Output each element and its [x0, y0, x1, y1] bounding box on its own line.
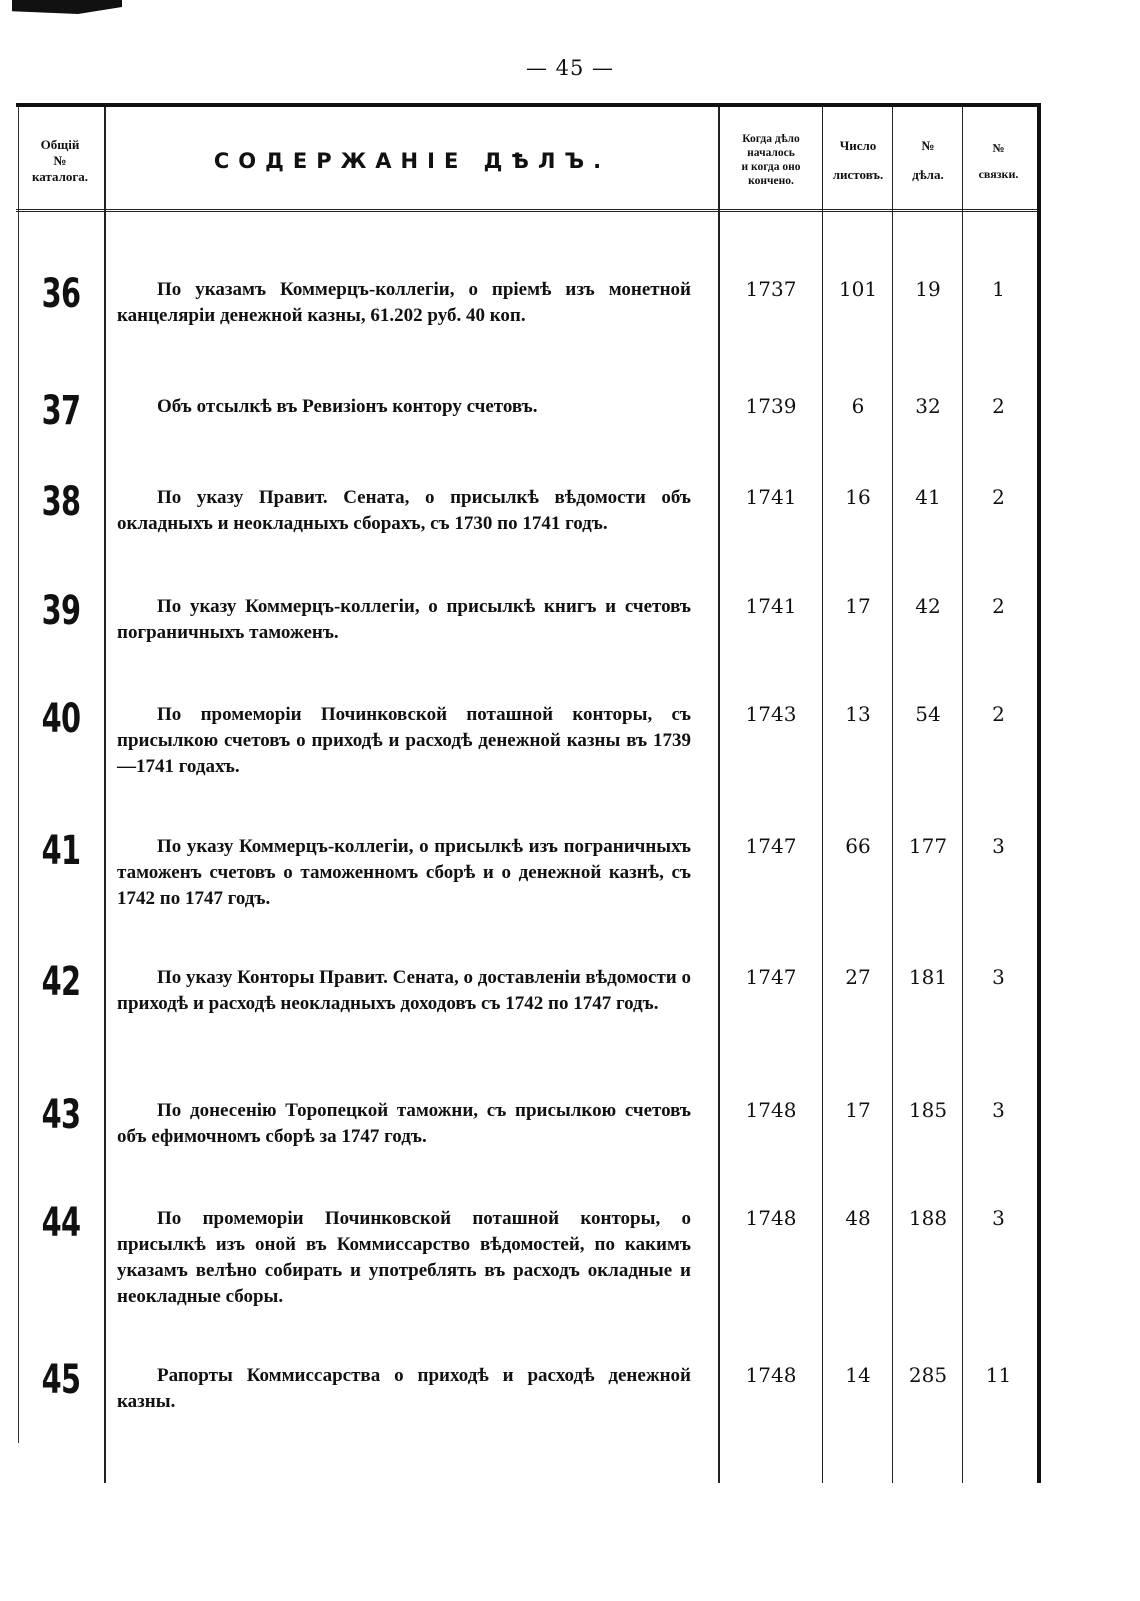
bundle-number: 3	[992, 834, 1005, 858]
catalog-number: 43	[41, 1092, 81, 1138]
case-description: По указу Правит. Сената, о присылкѣ вѣдомости объ окладныхъ и неокладныхъ сборахъ, съ 1730 по 1741 годъ.	[117, 487, 691, 534]
bundle-number: 2	[992, 485, 1005, 509]
sheet-count: 6	[851, 394, 865, 418]
bundle-number: 2	[992, 594, 1005, 618]
header-bundle-number: № связки.	[978, 140, 1019, 181]
catalog-number: 40	[41, 696, 81, 742]
bundle-number: 3	[992, 1098, 1005, 1122]
case-description: По указу Конторы Правит. Сената, о доставленіи вѣдомости о приходѣ и расходѣ неокладныхъ доходовъ съ 1742 по 1747 годъ.	[117, 967, 692, 1014]
case-number: 285	[908, 1363, 948, 1387]
case-description: Объ отсылкѣ въ Ревизіонъ контору счетовъ.	[157, 396, 538, 417]
catalog-number: 42	[41, 959, 81, 1005]
column-divider	[822, 107, 823, 1483]
bundle-number: 11	[985, 1363, 1012, 1387]
sheet-count: 27	[845, 965, 871, 989]
case-description: По указу Коммерцъ-коллегіи, о присылкѣ изъ пограничныхъ таможенъ счетовъ о таможенномъ сборѣ и о денежной казнѣ, съ 1742 по 1747 годъ.	[117, 836, 691, 909]
case-description: По промеморіи Починковской поташной конторы, съ присылкою счетовъ о приходѣ и расходѣ денежной казны въ 1739—1741 годахъ.	[117, 704, 691, 777]
case-description: По промеморіи Починковской поташной конторы, о присылкѣ изъ оной въ Коммиссарство вѣдомостей, по какимъ указамъ велѣно собирать и употреблять въ расходъ окладные и неокладные сборы.	[117, 1208, 691, 1307]
bundle-number: 3	[992, 965, 1005, 989]
case-years: 1748	[745, 1206, 797, 1230]
catalog-number: 39	[41, 588, 81, 634]
header-rule	[16, 209, 1037, 214]
header-case-number: № дѣла.	[912, 138, 944, 182]
column-divider	[962, 107, 963, 1483]
header-dates: Когда дѣло началось и когда оно кончено.	[741, 133, 801, 187]
bundle-number: 3	[992, 1206, 1005, 1230]
sheet-count: 16	[845, 485, 871, 509]
case-number: 185	[908, 1098, 948, 1122]
case-number: 177	[908, 834, 948, 858]
case-description: По указу Коммерцъ-коллегіи, о присылкѣ книгъ и счетовъ пограничныхъ таможенъ.	[117, 596, 691, 643]
case-years: 1743	[745, 702, 797, 726]
header-contents-title: СОДЕРЖАНІЕ ДѢЛЪ.	[213, 148, 611, 173]
table-left-border	[18, 107, 19, 1443]
corner-ink-mark	[12, 0, 122, 14]
case-number: 181	[908, 965, 948, 989]
catalog-number: 45	[41, 1357, 81, 1403]
catalog-number: 38	[41, 479, 81, 525]
page-number: — 45 —	[525, 56, 615, 80]
sheet-count: 66	[845, 834, 871, 858]
case-years: 1748	[745, 1363, 797, 1387]
bundle-number: 1	[992, 277, 1005, 301]
catalog-table	[16, 103, 1041, 1483]
case-description: По донесенію Торопецкой таможни, съ присылкою счетовъ объ ефимочномъ сборѣ за 1747 годъ.	[117, 1100, 691, 1147]
header-catalog-number: Общій № каталога.	[31, 136, 89, 185]
sheet-count: 14	[845, 1363, 871, 1387]
case-years: 1747	[745, 834, 797, 858]
case-description: Рапорты Коммиссарства о приходѣ и расходѣ денежной казны.	[117, 1365, 691, 1412]
case-years: 1739	[745, 394, 797, 418]
case-years: 1741	[745, 594, 797, 618]
case-description: По указамъ Коммерцъ-коллегіи, о пріемѣ изъ монетной канцеляріи денежной казны, 61.202 руб. 40 коп.	[117, 279, 691, 326]
catalog-number: 36	[41, 271, 81, 317]
case-number: 41	[915, 485, 941, 509]
case-number: 188	[908, 1206, 948, 1230]
case-years: 1748	[745, 1098, 797, 1122]
case-number: 19	[915, 277, 941, 301]
case-number: 54	[915, 702, 941, 726]
catalog-number: 37	[41, 388, 81, 434]
sheet-count: 17	[845, 594, 871, 618]
sheet-count: 13	[845, 702, 871, 726]
header-sheet-count: Число листовъ.	[832, 138, 884, 182]
sheet-count: 101	[838, 277, 878, 301]
sheet-count: 48	[845, 1206, 871, 1230]
case-number: 32	[915, 394, 941, 418]
column-divider	[718, 107, 720, 1483]
case-years: 1737	[745, 277, 797, 301]
case-years: 1741	[745, 485, 797, 509]
sheet-count: 17	[845, 1098, 871, 1122]
case-number: 42	[915, 594, 941, 618]
column-divider	[104, 107, 106, 1483]
column-divider	[892, 107, 893, 1483]
case-years: 1747	[745, 965, 797, 989]
catalog-number: 44	[41, 1200, 81, 1246]
bundle-number: 2	[992, 394, 1005, 418]
catalog-number: 41	[41, 828, 81, 874]
bundle-number: 2	[992, 702, 1005, 726]
